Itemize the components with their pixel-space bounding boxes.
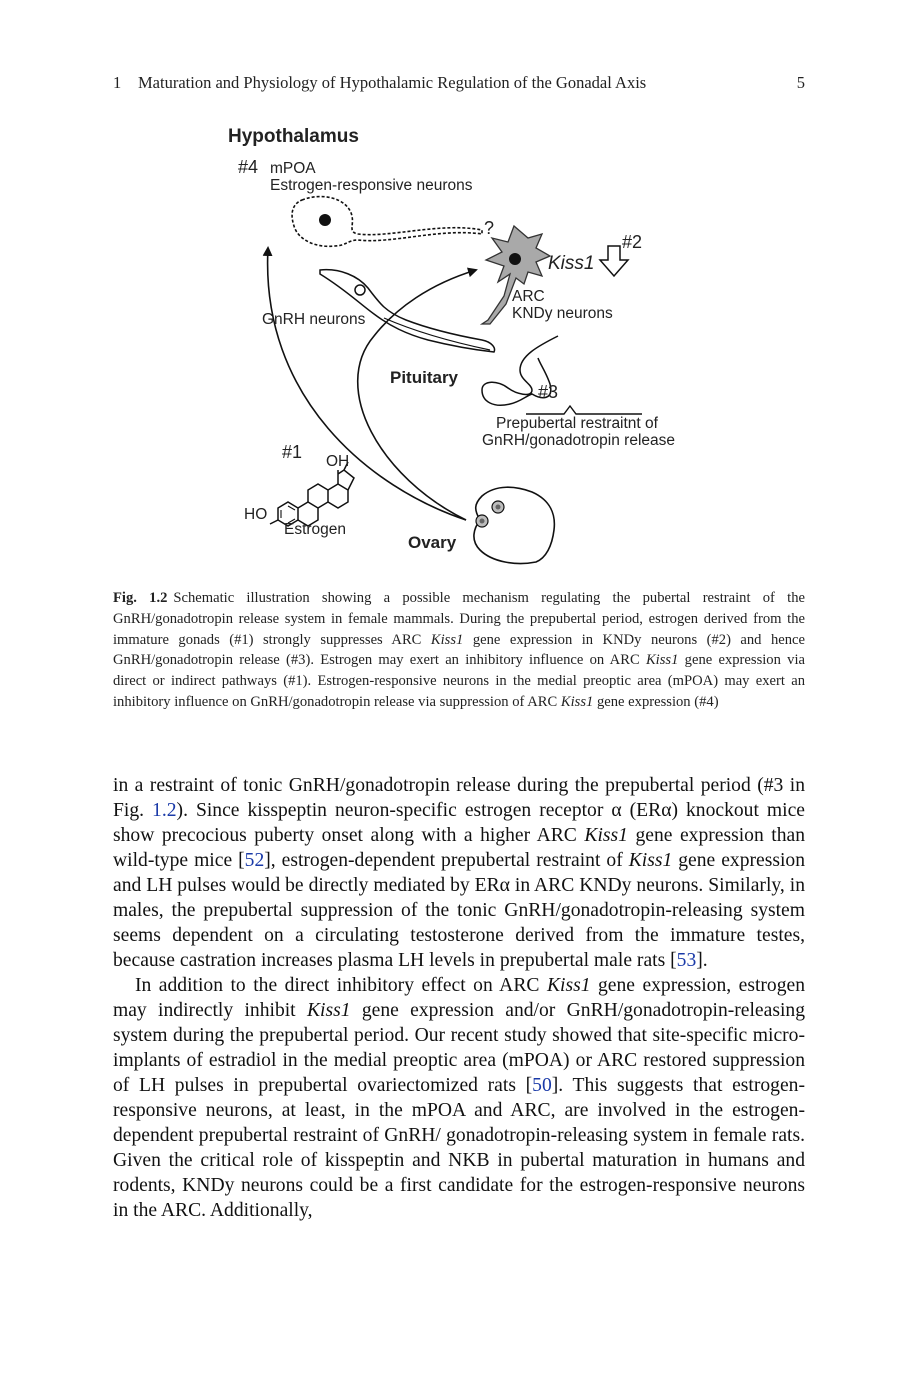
- p2-text-2: gene expression, estrogen may indirectly inhibit: [113, 975, 805, 1021]
- p1-text-3: gene expression than wild-type mice [: [113, 825, 805, 871]
- caption-text-1: Schematic illustration showing a possible mechanism regulating the pubertal restraint of the GnRH/gonadotropin release system in female mammals. During the prepubertal period, estrogen derived from the immature gonads (#1) strongly suppresses ARC: [113, 590, 805, 648]
- p2-kiss1-b: Kiss1: [306, 1000, 351, 1021]
- p1-kiss1-b: Kiss1: [628, 850, 673, 871]
- caption-kiss1-b: Kiss1: [645, 652, 679, 669]
- label-num1: #1: [282, 442, 303, 462]
- body-text: [113, 773, 805, 1223]
- figure-caption-label: Fig. 1.2: [113, 590, 168, 606]
- label-num4: #4: [238, 157, 259, 177]
- page-number: 5: [796, 73, 805, 92]
- chapter-number: 1: [113, 73, 122, 92]
- caption-kiss1-a: Kiss1: [430, 631, 464, 648]
- running-head: [113, 73, 805, 97]
- chapter-title: Maturation and Physiology of Hypothalamic Regulation of the Gonadal Axis: [138, 73, 647, 92]
- arc-label: ARC: [512, 288, 545, 305]
- reference-52-link[interactable]: 52: [244, 850, 265, 871]
- estrogen-molecule: [270, 462, 354, 526]
- figure-1-2: [220, 118, 720, 568]
- ovary-follicle-2-core: [480, 519, 485, 524]
- mpoa-nucleus: [319, 214, 331, 226]
- kndy-label: KNDy neurons: [512, 305, 613, 322]
- restraint-label-1: Prepubertal restraitnt of: [496, 415, 658, 432]
- gnrh-neurons-label: GnRH neurons: [262, 311, 366, 328]
- reference-50-link[interactable]: 50: [532, 1075, 552, 1096]
- p1-text-1: in a restraint of tonic GnRH/gonadotropin release during the prepubertal period (#3 in Fig.: [113, 775, 805, 821]
- p1-text-4: ], estrogen-dependent prepubertal restraint of: [264, 850, 629, 871]
- caption-kiss1-c: Kiss1: [560, 693, 594, 710]
- gnrh-nucleus: [355, 285, 365, 295]
- p2-text-1: In addition to the direct inhibitory effect on ARC: [135, 975, 547, 996]
- caption-text-4: gene expression (#4): [593, 693, 719, 710]
- kndy-nucleus: [509, 253, 521, 265]
- figure-caption: [113, 588, 805, 713]
- mpoa-label: mPOA: [270, 160, 316, 177]
- reference-53-link[interactable]: 53: [676, 950, 697, 971]
- p1-text-6: ].: [696, 950, 708, 971]
- estrogen-label: Estrogen: [284, 521, 347, 538]
- estrogen-responsive-label: Estrogen-responsive neurons: [270, 177, 473, 194]
- ovary-follicle-1-core: [496, 505, 501, 510]
- ovary-label: Ovary: [408, 533, 457, 552]
- restraint-brace: [526, 406, 642, 414]
- p1-text-2: ). Since kisspeptin neuron-specific estrogen receptor α (ERα) knockout mice show precocious puberty onset along with a higher ARC: [113, 800, 805, 846]
- kiss1-label: Kiss1: [548, 253, 595, 274]
- pituitary-label: Pituitary: [390, 368, 459, 387]
- label-num2: #2: [622, 232, 643, 252]
- caption-text-2: gene expression in KNDy neurons (#2) and hence GnRH/gonadotropin release (#3). Estrogen may exert an inhibitory influence on ARC: [113, 631, 805, 669]
- oh-label: OH: [326, 453, 350, 470]
- caption-text-3: gene expression via direct or indirect pathways (#1). Estrogen-responsive neurons in the medial preoptic area (mPOA) may exert an inhibitory influence on GnRH/gonadotropin release via suppression of ARC: [113, 652, 805, 710]
- hypothalamus-label: Hypothalamus: [228, 126, 359, 147]
- p2-text-4: ]. This suggests that estrogen-responsive neurons, at least, in the mPOA and ARC, are involved in the estrogen-dependent prepubertal restraint of GnRH/ gonadotropin-releasing system in female rats. Given the critical role of kisspeptin and NKB in pubertal maturation in humans and rodents, KNDy neurons could be a first candidate for the estrogen-responsive neurons in the ARC. Additionally,: [113, 1075, 805, 1221]
- ho-label: HO: [244, 506, 268, 523]
- figure-1-2-link[interactable]: 1.2: [152, 800, 177, 821]
- paragraph-1: [113, 773, 805, 973]
- question-mark: ?: [484, 218, 495, 238]
- paragraph-2: [113, 973, 805, 1223]
- restraint-label-2: GnRH/gonadotropin release: [482, 432, 676, 449]
- figure-diagram: [220, 118, 720, 568]
- p2-kiss1-a: Kiss1: [546, 975, 591, 996]
- p1-text-5: gene expression and LH pulses would be directly mediated by ERα in ARC KNDy neurons. Similarly, in males, the prepubertal suppression of the tonic GnRH/gonadotropin-releasing system seems dependent on a circulating testosterone derived from the immature testes, because castration increases plasma LH levels in prepubertal male rats [: [113, 850, 805, 971]
- p2-text-3: gene expression and/or GnRH/gonadotropin-releasing system during the prepubertal period. Our recent study showed that site-specific micro-implants of estradiol in the medial preoptic area (mPOA) or ARC restored suppression of LH pulses in prepubertal ovariectomized rats [: [113, 1000, 805, 1096]
- p1-kiss1-a: Kiss1: [584, 825, 628, 846]
- label-num3: #3: [538, 382, 559, 402]
